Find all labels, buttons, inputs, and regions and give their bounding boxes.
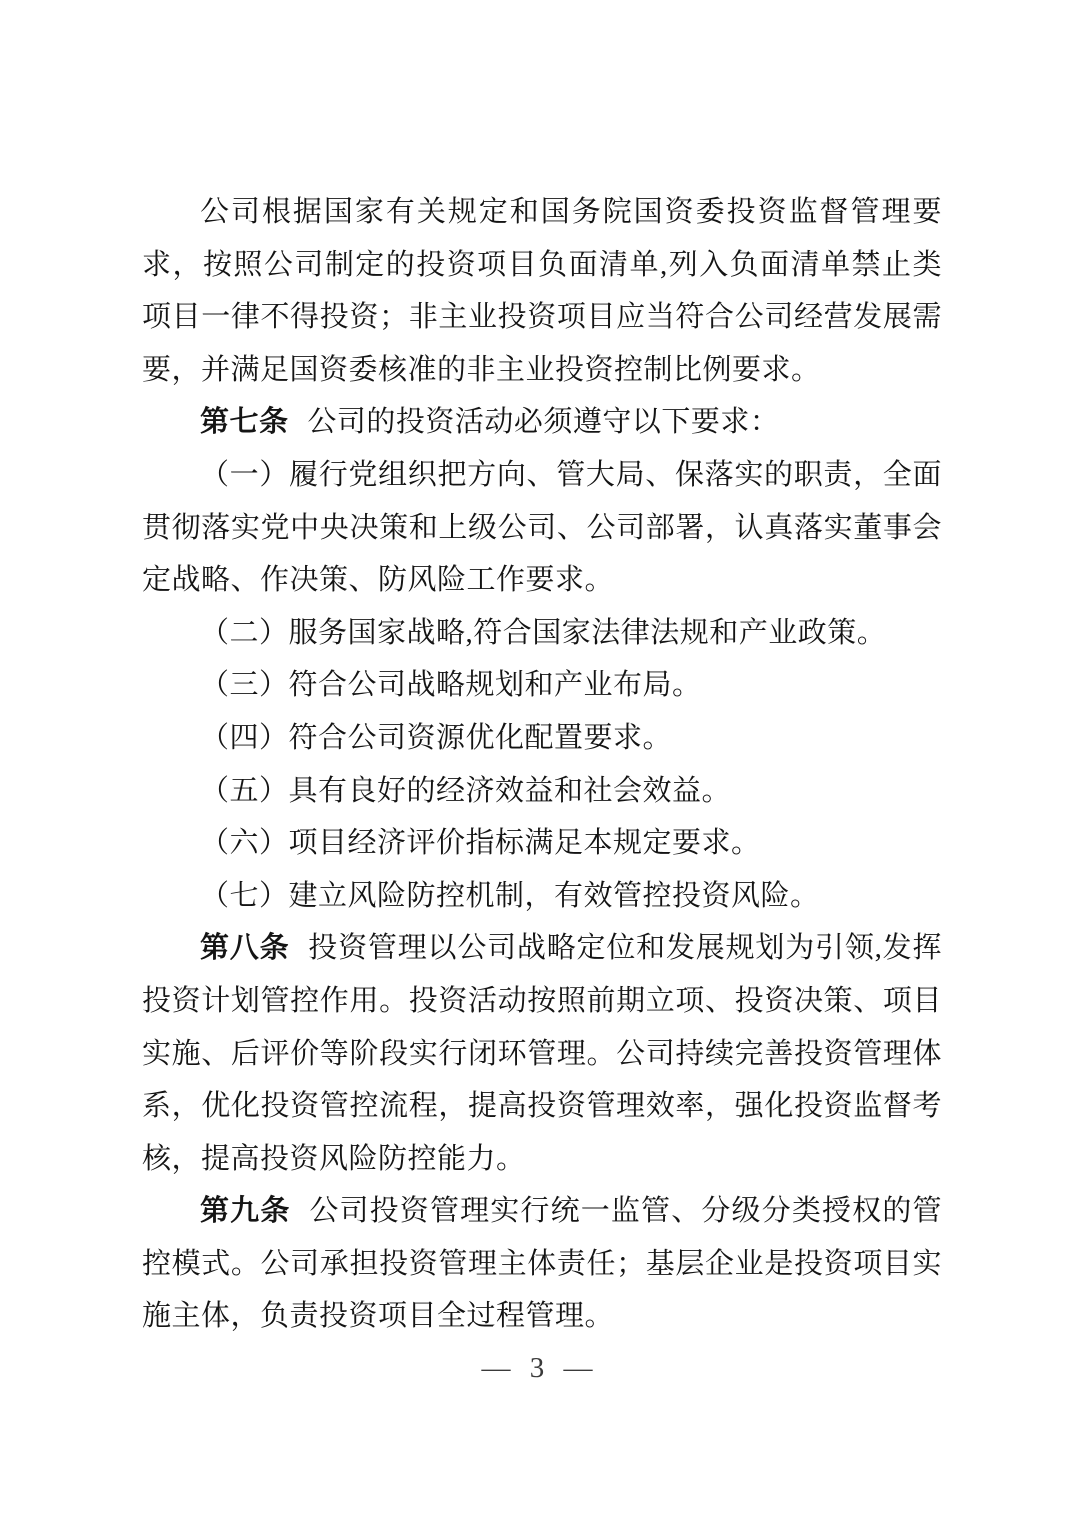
document-body [142, 186, 942, 1343]
paragraph-item-7 [142, 870, 942, 923]
paragraph-text: （一）履行党组织把方向、管大局、保落实的职责，全面贯彻落实党中央决策和上级公司、公司部署，认真落实董事会定战略、作决策、防风险工作要求。 [142, 458, 942, 597]
paragraph-article-9 [142, 1185, 942, 1343]
article-term: 第九条 [200, 1195, 291, 1228]
paragraph-item-5 [142, 765, 942, 818]
page-number: — 3 — [481, 1352, 599, 1384]
paragraph-item-4 [142, 712, 942, 765]
paragraph-text: 公司投资管理实行统一监管、分级分类授权的管控模式。公司承担投资管理主体责任；基层企业是投资项目实施主体，负责投资项目全过程管理。 [142, 1195, 942, 1333]
paragraph-item-1 [142, 449, 942, 607]
paragraph-text: （四）符合公司资源优化配置要求。 [200, 721, 673, 754]
article-term: 第七条 [200, 406, 289, 439]
paragraph-text: 公司的投资活动必须遵守以下要求： [307, 406, 780, 439]
paragraph-item-6 [142, 817, 942, 870]
paragraph-article-8 [142, 922, 942, 1185]
page-footer [0, 1352, 1080, 1385]
paragraph [142, 186, 942, 396]
paragraph-item-2 [142, 607, 942, 660]
article-term: 第八条 [200, 932, 290, 965]
paragraph-article-7 [142, 396, 942, 449]
paragraph-text: （五）具有良好的经济效益和社会效益。 [200, 774, 732, 807]
paragraph-item-3 [142, 659, 942, 712]
paragraph-text: （三）符合公司战略规划和产业布局。 [200, 669, 702, 702]
paragraph-text: （七）建立风险防控机制，有效管控投资风险。 [200, 879, 820, 912]
paragraph-text: 公司根据国家有关规定和国务院国资委投资监督管理要求，按照公司制定的投资项目负面清单,列入负面清单禁止类项目一律不得投资；非主业投资项目应当符合公司经营发展需要，并满足国资委核准的非主业投资控制比例要求。 [142, 196, 942, 386]
paragraph-text: 投资管理以公司战略定位和发展规划为引领,发挥投资计划管控作用。投资活动按照前期立项、投资决策、项目实施、后评价等阶段实行闭环管理。公司持续完善投资管理体系，优化投资管控流程，提高投资管理效率，强化投资监督考核，提高投资风险防控能力。 [142, 932, 942, 1175]
paragraph-text: （二）服务国家战略,符合国家法律法规和产业政策。 [200, 616, 887, 649]
paragraph-text: （六）项目经济评价指标满足本规定要求。 [200, 827, 761, 860]
